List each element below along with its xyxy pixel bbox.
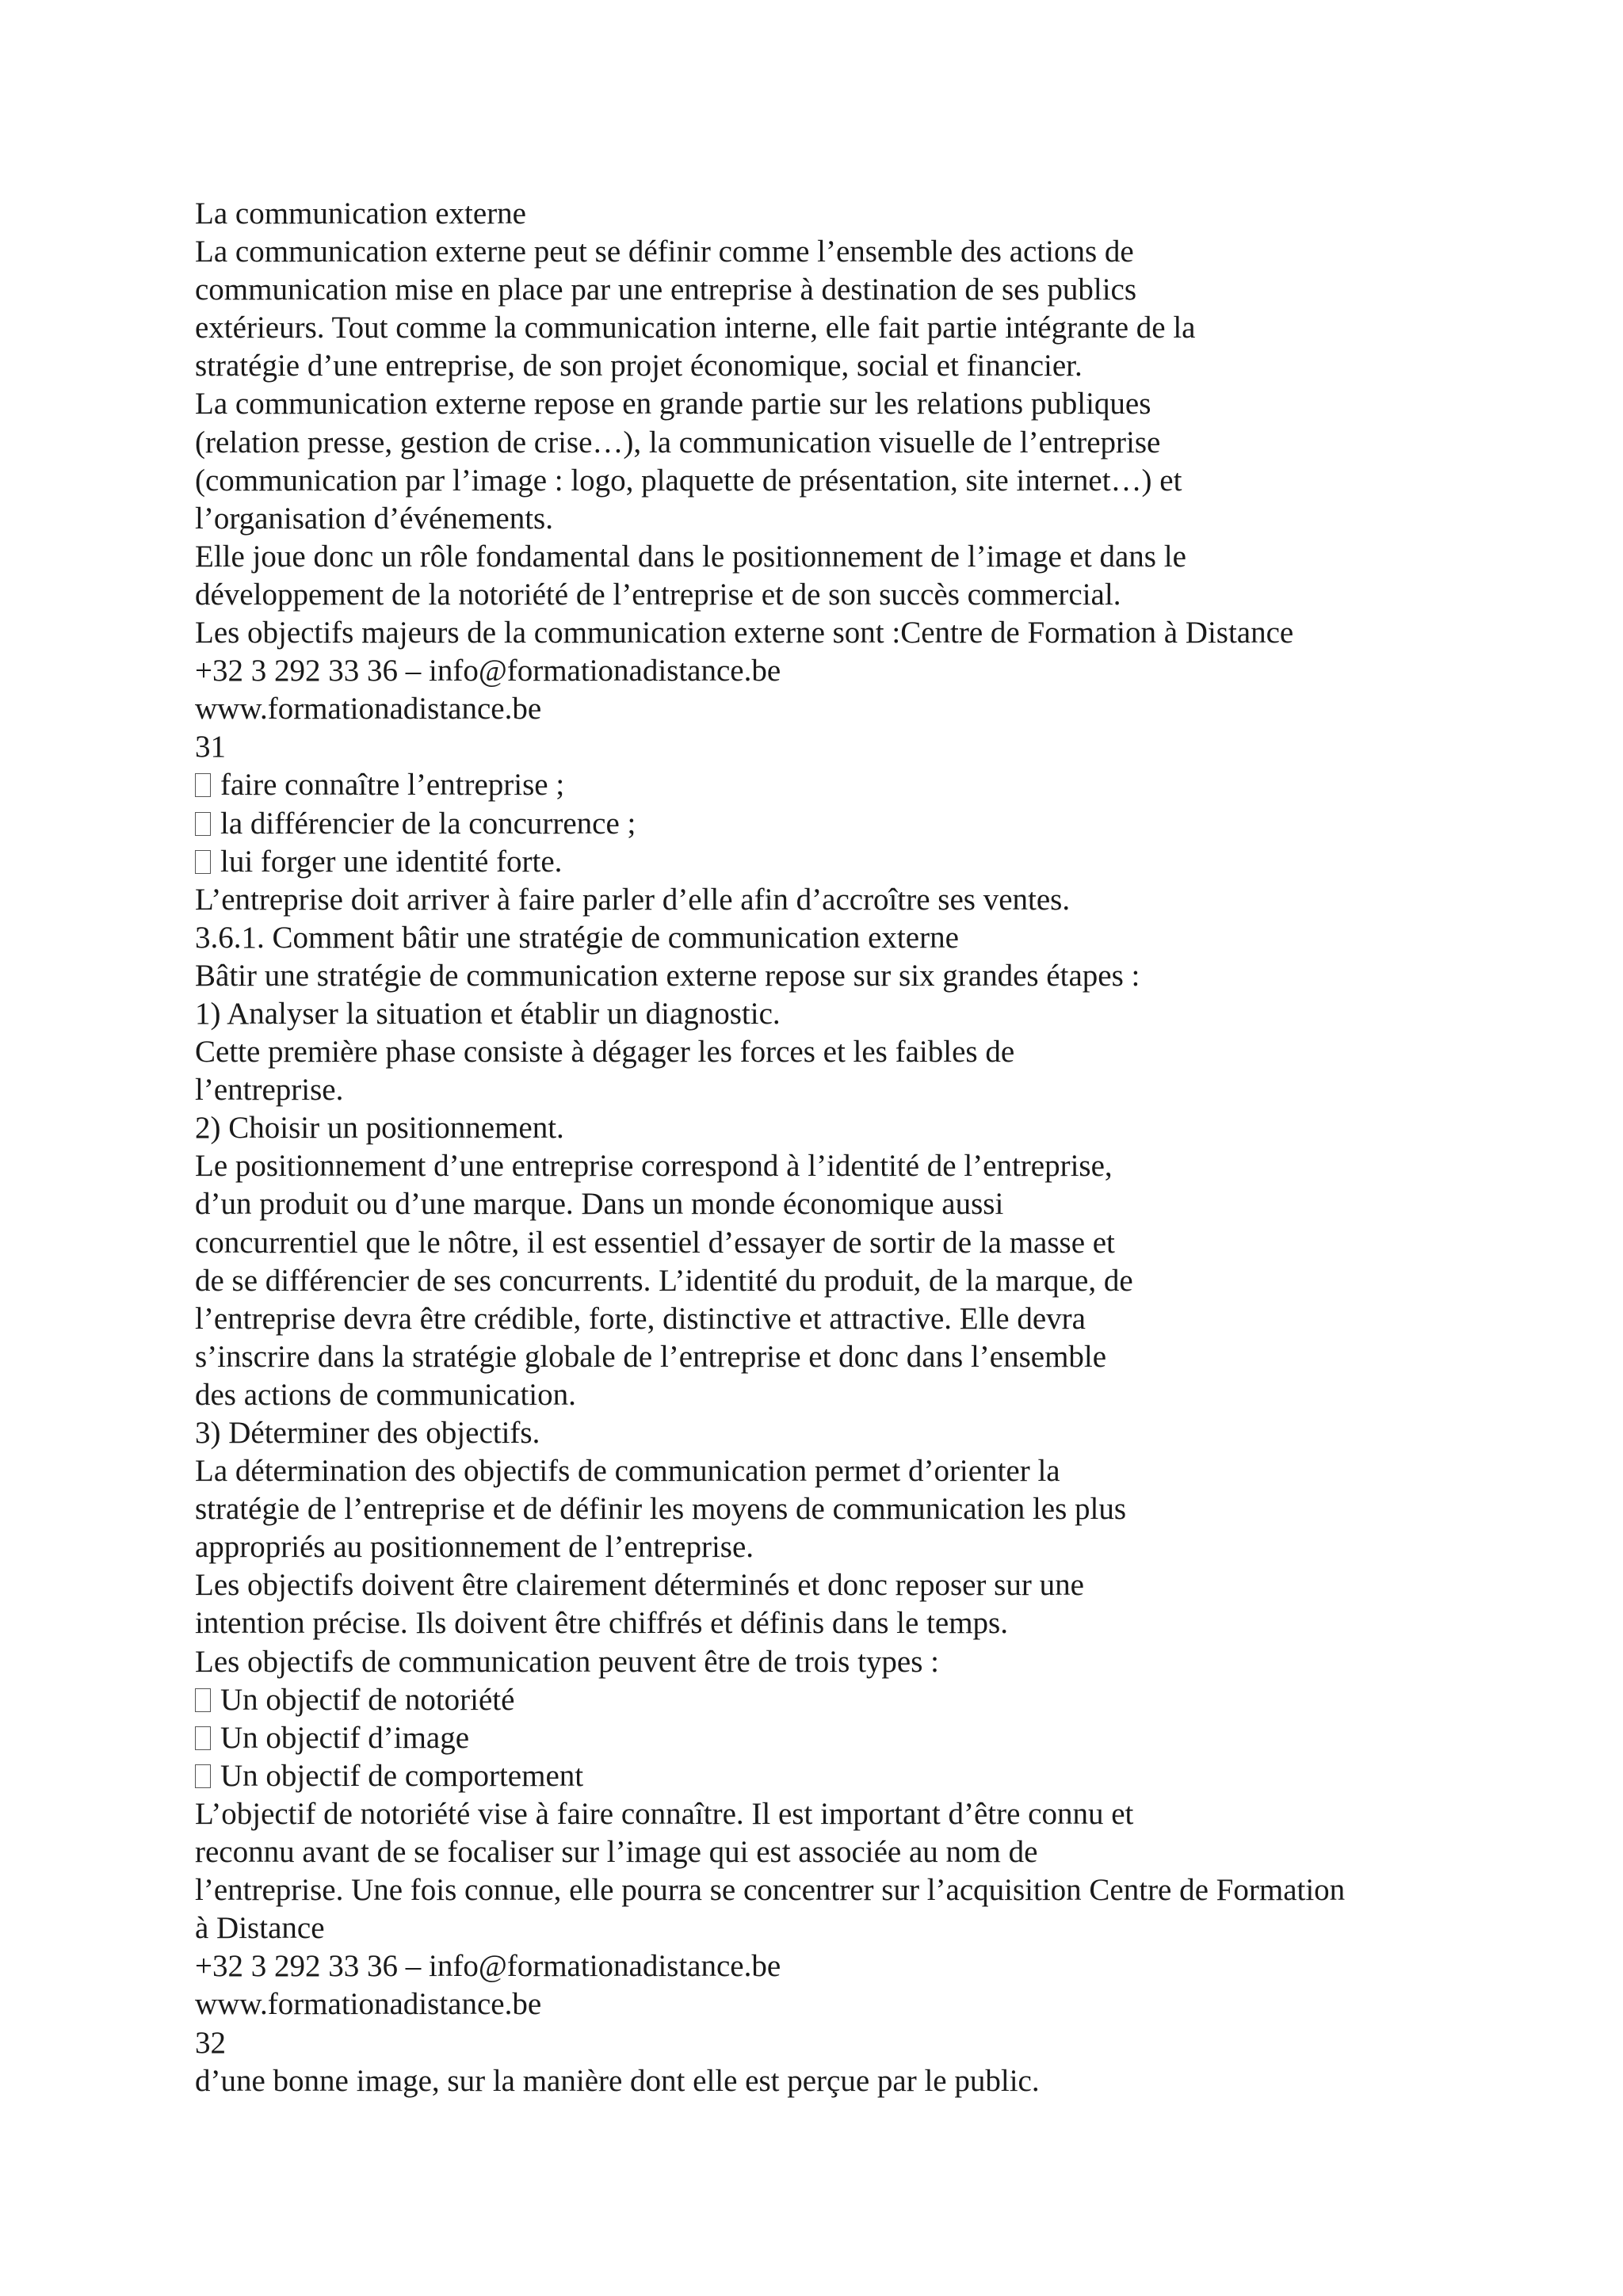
text-line: La communication externe peut se définir comme l’ensemble des actions de <box>195 235 1134 269</box>
bullet-text: Un objectif de notoriété <box>220 1682 515 1717</box>
document-body <box>195 195 1606 2100</box>
text-line: l’organisation d’événements. <box>195 501 553 536</box>
bullet-box-icon <box>195 1688 211 1712</box>
text-line: des actions de communication. <box>195 1377 576 1412</box>
text-line: d’un produit ou d’une marque. Dans un monde économique aussi <box>195 1187 1004 1222</box>
text-line: Les objectifs doivent être clairement déterminés et donc reposer sur une <box>195 1568 1084 1603</box>
text-line: stratégie d’une entreprise, de son projet économique, social et financier. <box>195 349 1083 383</box>
text-line: Elle joue donc un rôle fondamental dans le positionnement de l’image et dans le <box>195 539 1186 574</box>
text-line: (relation presse, gestion de crise…), la communication visuelle de l’entreprise <box>195 425 1161 460</box>
bullet-item <box>195 1719 1606 1757</box>
bullet-item <box>195 1757 1606 1795</box>
text-line: d’une bonne image, sur la manière dont elle est perçue par le public. <box>195 2063 1040 2098</box>
bullet-text: faire connaître l’entreprise ; <box>220 768 565 803</box>
text-line: l’entreprise. Une fois connue, elle pourra se concentrer sur l’acquisition Centre de Formation <box>195 1873 1346 1908</box>
text-line: extérieurs. Tout comme la communication interne, elle fait partie intégrante de la <box>195 311 1196 345</box>
text-line: Les objectifs de communication peuvent être de trois types : <box>195 1644 939 1679</box>
bullet-text: Un objectif d’image <box>220 1720 470 1755</box>
text-line: stratégie de l’entreprise et de définir les moyens de communication les plus <box>195 1492 1127 1527</box>
text-line: appropriés au positionnement de l’entreprise. <box>195 1530 754 1565</box>
bullet-text: Un objectif de comportement <box>220 1758 584 1793</box>
bullet-box-icon <box>195 850 211 874</box>
text-line: www.formationadistance.be <box>195 692 542 727</box>
text-line: +32 3 292 33 36 – info@formationadistance.be <box>195 654 781 688</box>
text-line: Cette première phase consiste à dégager les forces et les faibles de <box>195 1035 1015 1070</box>
bullet-box-icon <box>195 812 211 836</box>
text-line: (communication par l’image : logo, plaquette de présentation, site internet…) et <box>195 463 1182 498</box>
text-line: 31 <box>195 730 226 765</box>
bullet-item <box>195 805 1606 843</box>
bullet-box-icon <box>195 1764 211 1788</box>
text-line: à Distance <box>195 1911 325 1946</box>
text-line: reconnu avant de se focaliser sur l’image qui est associée au nom de <box>195 1835 1038 1870</box>
text-line: 3) Déterminer des objectifs. <box>195 1416 540 1450</box>
text-line: intention précise. Ils doivent être chiffrés et définis dans le temps. <box>195 1606 1008 1641</box>
bullet-text: la différencier de la concurrence ; <box>220 806 636 841</box>
text-line: L’objectif de notoriété vise à faire connaître. Il est important d’être connu et <box>195 1796 1134 1831</box>
text-line: Bâtir une stratégie de communication externe repose sur six grandes étapes : <box>195 958 1140 993</box>
text-line: de se différencier de ses concurrents. L’identité du produit, de la marque, de <box>195 1263 1133 1298</box>
text-line: 2) Choisir un positionnement. <box>195 1111 564 1146</box>
text-line: Le positionnement d’une entreprise correspond à l’identité de l’entreprise, <box>195 1149 1113 1184</box>
text-line: 32 <box>195 2025 226 2060</box>
bullet-item <box>195 766 1606 804</box>
text-line: La communication externe <box>195 196 526 231</box>
text-line: concurrentiel que le nôtre, il est essentiel d’essayer de sortir de la masse et <box>195 1225 1115 1260</box>
text-line: La communication externe repose en grande partie sur les relations publiques <box>195 387 1151 421</box>
text-line: www.formationadistance.be <box>195 1987 542 2022</box>
text-line: +32 3 292 33 36 – info@formationadistance.be <box>195 1949 781 1984</box>
text-line: 1) Analyser la situation et établir un diagnostic. <box>195 996 781 1031</box>
bullet-item <box>195 843 1606 881</box>
text-line: L’entreprise doit arriver à faire parler d’elle afin d’accroître ses ventes. <box>195 882 1071 917</box>
text-line: l’entreprise. <box>195 1073 344 1108</box>
text-line: Les objectifs majeurs de la communication externe sont :Centre de Formation à Distance <box>195 616 1294 650</box>
bullet-box-icon <box>195 1726 211 1750</box>
text-line: La détermination des objectifs de communication permet d’orienter la <box>195 1454 1060 1489</box>
text-line: l’entreprise devra être crédible, forte, distinctive et attractive. Elle devra <box>195 1301 1086 1336</box>
text-line: s’inscrire dans la stratégie globale de l’entreprise et donc dans l’ensemble <box>195 1339 1107 1374</box>
bullet-item <box>195 1681 1606 1719</box>
text-line: 3.6.1. Comment bâtir une stratégie de communication externe <box>195 920 959 955</box>
text-line: développement de la notoriété de l’entreprise et de son succès commercial. <box>195 577 1121 612</box>
text-line: communication mise en place par une entreprise à destination de ses publics <box>195 273 1137 307</box>
bullet-box-icon <box>195 773 211 797</box>
bullet-text: lui forger une identité forte. <box>220 844 563 879</box>
